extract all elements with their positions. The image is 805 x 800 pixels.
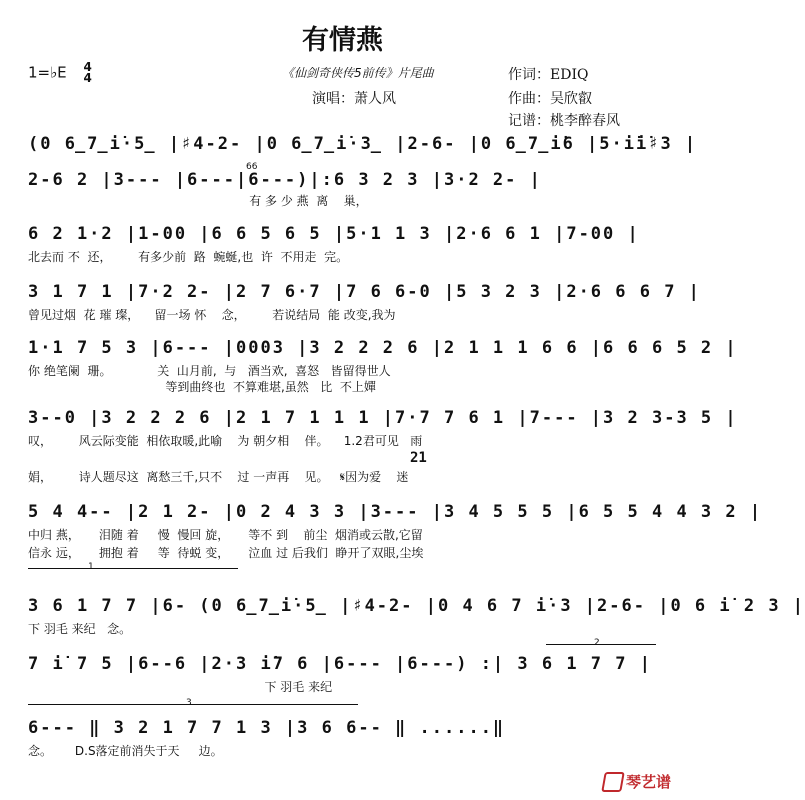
score-line-6 (28, 406, 738, 430)
lyric-line-10: 念。 D.S落定前消失于天 边。 (28, 744, 223, 758)
subtitle: 《仙剑奇侠传5前传》片尾曲 (282, 66, 434, 80)
lyricist-credit: 作词：EDIQ (508, 67, 589, 83)
ending-2-bracket (546, 644, 656, 645)
score-line-3 (28, 222, 658, 246)
notes-line-9: 7 i̇ 7 5 |6--6 |2·3 i̇7 6 |6--- |6---) :| 3 6 1 7 7 | (28, 654, 652, 674)
composer-credit: 作曲：吴欣叡 (508, 91, 592, 107)
score-line-8 (28, 594, 805, 618)
notes-line-7: 5 4 4-- |2 1 2- |0 2 4 3 3 |3--- |3 4 5 5 5 |6 5 5 4 4 3 2 | (28, 502, 763, 522)
score-line-10 (28, 716, 658, 740)
ending-3-bracket (28, 704, 358, 705)
ending-3-label: 3 (186, 698, 192, 708)
lyric-line-7: 中归 燕， 泪随 着 慢 慢回 旋， 等不 到 前尘 烟消或云散,它留 (28, 528, 423, 542)
notes-line-6: 3--0 |3 2 2 2 6 |2 1 7 1 1 1 |7·7 7 6 1 |7--- |3 2 3-3 5 | (28, 408, 738, 428)
lyric-line-8: 下 羽毛 来纪 念。 (28, 622, 132, 636)
lyric-line-4: 曾见过烟 花 璀 璨， 留一场 怀 念， 若说结局 能 改变,我为 (28, 308, 396, 322)
lyric-line-3: 北去而 不 还， 有多少前 路 蜿蜒,也 许 不用走 完。 (28, 250, 349, 264)
ending-1-bracket (28, 568, 238, 569)
lyric-line-2: 有 多 少 燕 离 巢， (28, 194, 368, 208)
notes-line-3: 6 2 1·2 |1-00 |6 6 5 6 5 |5·1 1 3 |2·6 6 1 |7-00 | (28, 224, 640, 244)
score-line-1 (28, 132, 698, 156)
notes-line-4: 3 1 7 1 |7·2 2- |2 7 6·7 |7 6 6-0 |5 3 2 3 |2·6 6 6 7 | (28, 282, 701, 302)
lyric-line-7b: 信永 远， 拥抱 着 等 待蜕 变， 泣血 过 后我们 睁开了双眼,尘埃 (28, 546, 424, 560)
ending-2-label: 2 (594, 638, 600, 648)
brand-watermark (603, 771, 671, 793)
lyric-line-5b: 等到曲终也 不算难堪,虽然 比 不上嬋 (28, 380, 376, 394)
brand-name: 琴艺谱 (625, 772, 671, 791)
notes-line-2: 2-6 2 |3--- |6---|6---)|:6 3 2 3 |3·2 2- | (28, 170, 542, 190)
song-title: 有情燕 (302, 25, 383, 56)
score-line-9 (28, 652, 658, 676)
notes-line-5: 1·1 7 5 3 |6--- |0003 |3 2 2 2 6 |2 1 1 1 6 6 |6 6 6 5 2 | (28, 338, 738, 358)
time-top: 4 (83, 60, 92, 74)
notes-line-8: 3 6 1 7 7 |6- (0 6̲7̲i̇·5̲ |♯4-2- |0 4 6 7 i̇·3 |2-6- |0 6 i̇ 2 3 | (28, 596, 805, 616)
time-signature (83, 62, 91, 84)
notes-line-10: 6--- ‖ 3 2 1 7 7 1 3 |3 6 6-- ‖ ......‖ (28, 718, 506, 738)
singer-credit: 演唱：萧人风 (312, 91, 396, 107)
time-bottom: 4 (83, 71, 92, 85)
lyric-line-5: 你 绝笔阑 珊。 关 山月前, 与 酒当欢, 喜怒 皆留得世人 (28, 364, 391, 378)
key-signature (28, 62, 92, 84)
score-line-4 (28, 280, 701, 304)
brand-logo-icon (601, 772, 625, 792)
notes-line-1: (0 6̲7̲i̇·5̲ |♯4-2- |0 6̲7̲i̇·3̲ |2-6- |0 6̲7̲i̇6 |5·i̇i̇♯3 | (28, 134, 698, 154)
triplet-mark: 21 (410, 450, 427, 466)
lyric-line-6b: 娟， 诗人题尽这 离愁三千,只不 过 一声再 见。 𝄋因为爱 迷 (28, 470, 409, 484)
lyric-line-6: 叹， 风云际变能 相依取暖,此喻 为 朝夕相 伴。 1.2君可见 雨 (28, 434, 423, 448)
lyric-line-9: 下 羽毛 来纪 (28, 680, 333, 694)
score-line-5 (28, 336, 738, 360)
key-value: 1=♭E (28, 63, 67, 82)
score-line-7 (28, 500, 763, 524)
score-line-2 (28, 168, 658, 192)
grace-mark: 66 (246, 162, 258, 172)
ending-1-label: 1 (88, 562, 94, 572)
transcriber-credit: 记谱：桃李醉春风 (508, 113, 620, 129)
